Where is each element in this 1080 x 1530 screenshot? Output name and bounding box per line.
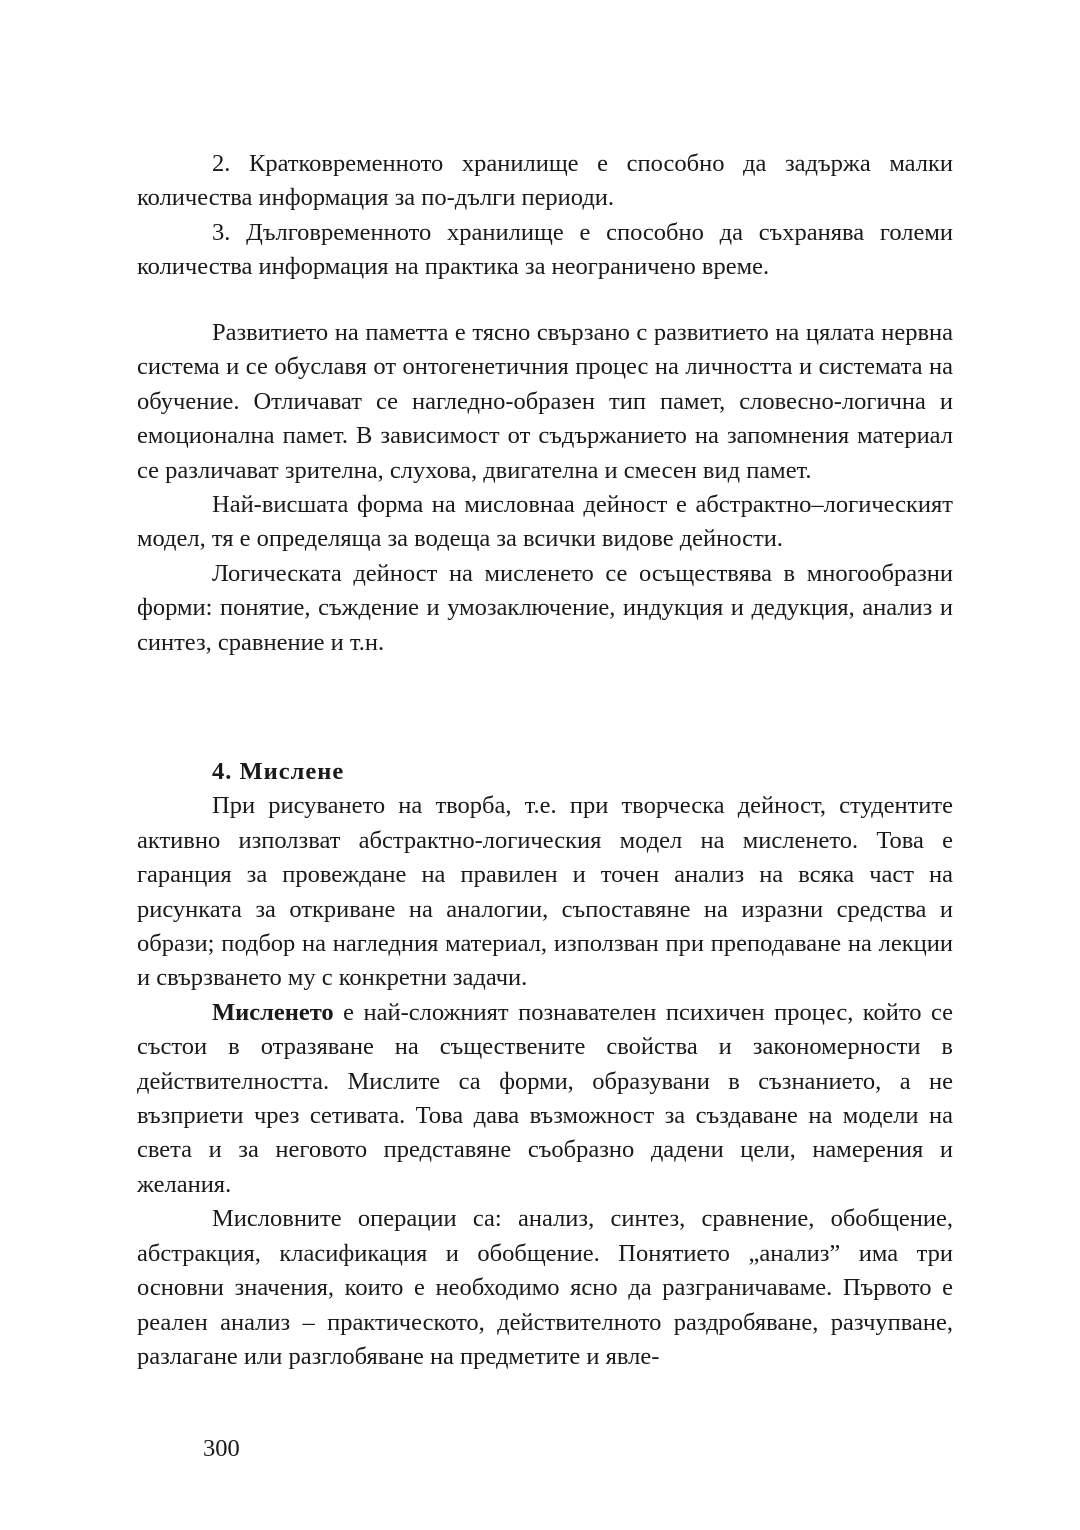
- paragraph-memory-development: Развитието на паметта е тясно свързано с развитието на цялата нервна система и се обуславя от онтогенетичния процес на личността и системата на обучение. Отличават се нагледно-образен тип памет, словесно-логична и емоционална памет. В зависимост от съдържанието на запомнения материал се различават зрителна, слухова, двигателна и смесен вид памет.: [137, 319, 953, 484]
- page-number: 300: [203, 1435, 240, 1462]
- bold-term-thinking: Мисленето: [212, 998, 334, 1026]
- paragraph-drawing-work: При рисуването на творба, т.е. при творческа дейност, студентите активно използват абстрактно-логическия модел на мисленето. Това е гаранция за провеждане на правилен и точен анализ на всяка част на рисунката за откриване на аналогии, съпоставяне на изразни средства и образи; подбор на нагледния материал, използван при преподаване на лекции и свързването му с конкретни задачи.: [137, 792, 953, 992]
- text-top: [137, 147, 953, 285]
- paragraph-logical-activity: Логическата дейност на мисленето се осъществява в многообразни форми: понятие, съждение и умозаключение, индукция и дедукция, анализ и синтез, сравнение и т.н.: [137, 559, 953, 656]
- paragraph-thinking-definition-text: е най-сложният познавателен психичен процес, който се състои в отразяване на съществените свойства и закономерности в действителността. Мислите са форми, образувани в съзнанието, а не възприети чрез сетивата. Това дава възможност за създаване на модели на света и за неговото представяне съобразно дадени цели, намерения и желания.: [137, 998, 953, 1198]
- paragraph-item-3: 3. Дълговременното хранилище е способно да съхранява големи количества информация на практика за неограничено време.: [137, 218, 953, 281]
- text-section-thinking: [137, 755, 953, 1374]
- paragraph-mental-operations: Мисловните операции са: анализ, синтез, сравнение, обобщение, абстракция, класификация и обобщение. Понятието „анализ” има три основни значения, които е необходимо ясно да разграничаваме. Първото е реален анализ – практическото, действителното раздробяване, разчупване, разлагане или разглобяване на предметите и явле-: [137, 1205, 953, 1370]
- text-middle: [137, 316, 953, 660]
- paragraph-highest-form: Най-висшата форма на мисловнаа дейност е абстрактно–логическият модел, тя е определяща за водеща за всички видове дейности.: [137, 491, 953, 553]
- paragraph-thinking-definition: [137, 996, 953, 1202]
- paragraph-item-2: 2. Кратковременното хранилище е способно да задържа малки количества информация за по-дълги периоди.: [137, 150, 953, 212]
- section-heading: 4. Мислене: [212, 758, 345, 785]
